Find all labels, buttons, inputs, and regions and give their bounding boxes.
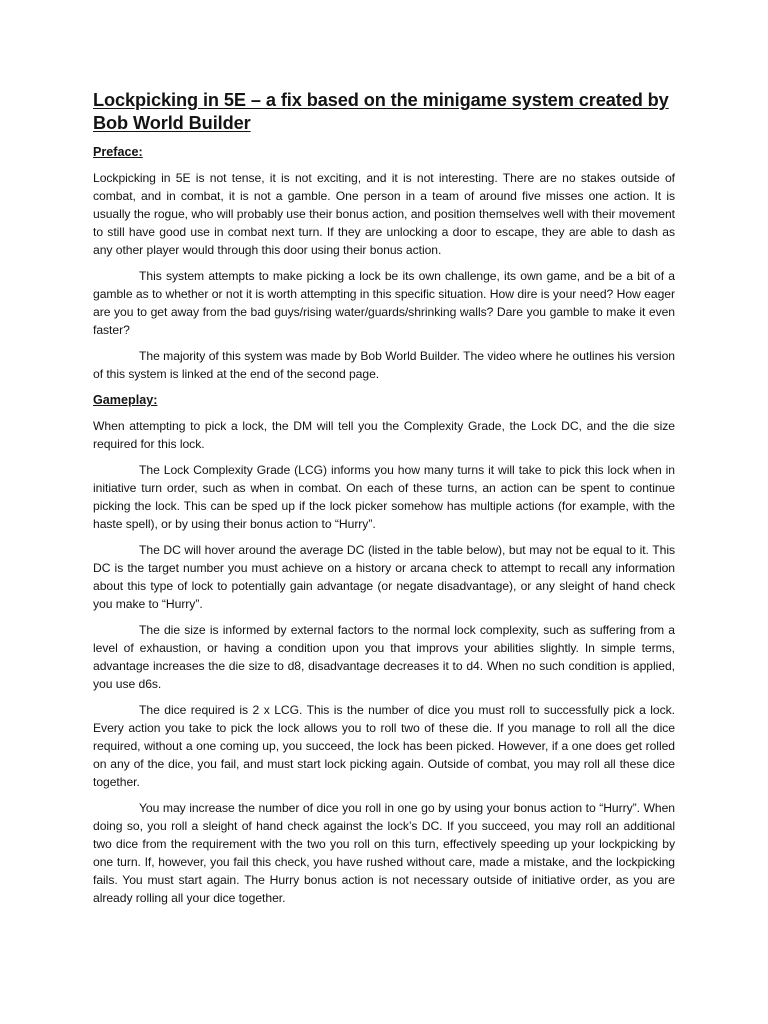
gameplay-paragraph: When attempting to pick a lock, the DM will tell you the Complexity Grade, the Lock DC, and the die size required for this lock. — [93, 419, 675, 451]
gameplay-section — [93, 391, 675, 907]
preface-paragraph: This system attempts to make picking a lock be its own challenge, its own game, and be a bit of a gamble as to whether or not it is worth attempting in this specific situation. How dire is your need? How eager are you to get away from the bad guys/rising water/guards/shrinking walls? Dare you gamble to make it even faster? — [93, 269, 675, 337]
gameplay-paragraph: The die size is informed by external factors to the normal lock complexity, such as suffering from a level of exhaustion, or having a condition upon you that improvs your abilities slightly. In simple terms, advantage increases the die size to d8, disadvantage decreases it to d4. When no such condition is applied, you use d6s. — [93, 623, 675, 691]
preface-paragraph: Lockpicking in 5E is not tense, it is not exciting, and it is not interesting. There are no stakes outside of combat, and in combat, it is not a gamble. One person in a team of around five misses one action. It is usually the rogue, who will probably use their bonus action, and position themselves well with their movement to still have good use in combat next turn. If they are unlocking a door to escape, they are able to dash as any other player would through this door using their bonus action. — [93, 171, 675, 257]
gameplay-heading: Gameplay: — [93, 393, 158, 407]
gameplay-paragraph: You may increase the number of dice you roll in one go by using your bonus action to “Hurry”. When doing so, you roll a sleight of hand check against the lock’s DC. If you succeed, you may roll an additional two dice from the requirement with the two you roll on this turn, effectively speeding up your lockpicking by one turn. If, however, you fail this check, you have rushed without care, made a mistake, and the lockpicking fails. You must start again. The Hurry bonus action is not necessary outside of initiative order, as you are already rolling all your dice together. — [93, 801, 675, 905]
gameplay-paragraph: The Lock Complexity Grade (LCG) informs you how many turns it will take to pick this lock when in initiative turn order, such as when in combat. On each of these turns, an action can be spent to continue picking the lock. This can be sped up if the lock picker somehow has multiple actions (for example, with the haste spell), or by using their bonus action to “Hurry”. — [93, 463, 675, 531]
document-page — [93, 89, 675, 915]
preface-paragraph: The majority of this system was made by Bob World Builder. The video where he outlines his version of this system is linked at the end of the second page. — [93, 349, 675, 381]
gameplay-paragraph: The dice required is 2 x LCG. This is the number of dice you must roll to successfully pick a lock. Every action you take to pick the lock allows you to roll two of these die. If you manage to roll all the dice required, without a one coming up, you succeed, the lock has been picked. However, if a one does get rolled on any of the dice, you fail, and must start lock picking again. Outside of combat, you may roll all these dice together. — [93, 703, 675, 789]
preface-heading: Preface: — [93, 145, 143, 159]
preface-section — [93, 143, 675, 383]
document-title: Lockpicking in 5E – a fix based on the minigame system created by Bob World Builder — [93, 90, 669, 133]
gameplay-paragraph: The DC will hover around the average DC (listed in the table below), but may not be equal to it. This DC is the target number you must achieve on a history or arcana check to attempt to recall any information about this type of lock to potentially gain advantage (or negate disadvantage), or any sleight of hand check you make to “Hurry”. — [93, 543, 675, 611]
